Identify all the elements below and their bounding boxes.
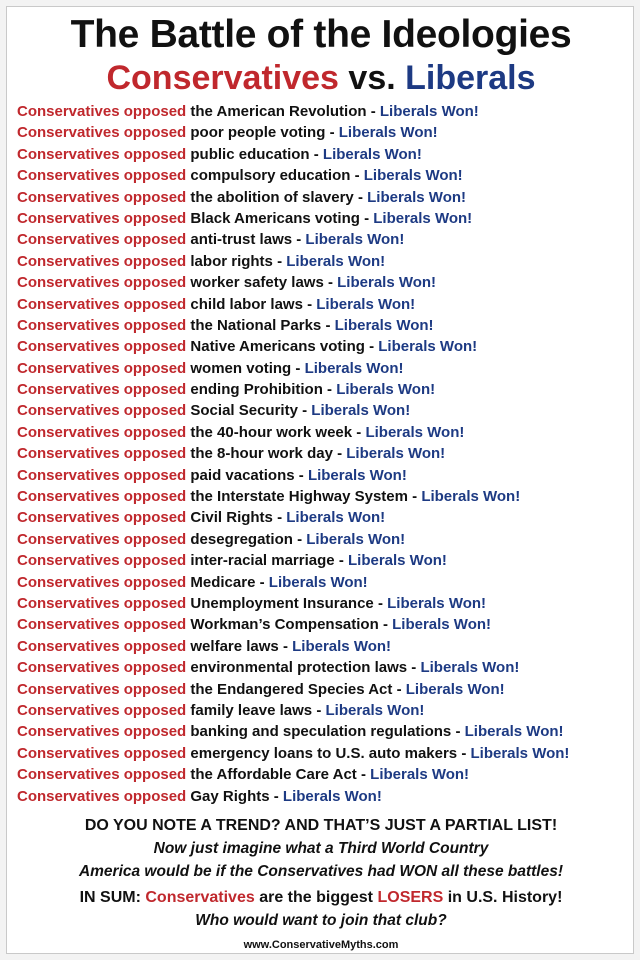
list-item (17, 400, 629, 421)
list-item-suffix: Liberals Won! (286, 252, 386, 270)
list-item-suffix: Liberals Won! (316, 295, 416, 313)
list-item-prefix: Conservatives opposed (17, 445, 187, 463)
list-item-suffix: Liberals Won! (268, 573, 368, 591)
trend-line: DO YOU NOTE A TREND? AND THAT’S JUST A PARTIAL LIST! (84, 817, 558, 834)
list-item (17, 144, 629, 165)
list-item-dash: - (302, 402, 308, 420)
summary-losers: LOSERS (377, 889, 444, 906)
list-item (17, 679, 629, 700)
imagine-line-2: America would be if the Conservatives had WON all these battles! (78, 863, 564, 880)
list-item-dash: - (455, 723, 461, 741)
list-item (17, 636, 629, 657)
list-item-suffix: Liberals Won! (282, 787, 382, 805)
list-item-subject: environmental protection laws (190, 659, 408, 677)
list-item-subject: Native Americans voting (190, 338, 365, 356)
list-item-prefix: Conservatives opposed (17, 402, 187, 420)
list-item-suffix: Liberals Won! (286, 509, 386, 527)
list-item (17, 572, 629, 593)
list-item (17, 122, 629, 143)
subtitle-conservatives: Conservatives (106, 59, 339, 97)
list-item-dash: - (396, 680, 402, 698)
list-item-suffix: Liberals Won! (370, 766, 470, 784)
list-item-subject: the American Revolution (190, 103, 367, 120)
list-item-subject: Workman’s Compensation (190, 616, 379, 634)
list-item (17, 657, 629, 678)
list-item-subject: labor rights (190, 252, 273, 270)
imagine-line-1: Now just imagine what a Third World Country (153, 840, 489, 857)
list-item-suffix: Liberals Won! (338, 124, 438, 142)
list-item-prefix: Conservatives opposed (17, 787, 187, 805)
list-item-subject: the Affordable Care Act (190, 766, 357, 784)
list-item (17, 101, 629, 122)
list-item (17, 593, 629, 614)
list-item-suffix: Liberals Won! (336, 381, 436, 399)
list-item-dash: - (461, 744, 467, 762)
list-item-suffix: Liberals Won! (363, 167, 463, 185)
list-item-dash: - (411, 659, 417, 677)
club-question: Who would want to join that club? (195, 912, 447, 929)
list-item-subject: child labor laws (190, 295, 303, 313)
list-item (17, 743, 629, 764)
summary-end: in U.S. History! (447, 889, 563, 906)
list-item-dash: - (277, 509, 283, 527)
list-item-prefix: Conservatives opposed (17, 274, 187, 292)
list-item-suffix: Liberals Won! (337, 274, 437, 292)
subtitle-vs: vs. (348, 59, 396, 97)
list-item (17, 272, 629, 293)
list-item-suffix: Liberals Won! (379, 103, 479, 120)
list-item-prefix: Conservatives opposed (17, 231, 187, 249)
list-item-dash: - (327, 381, 333, 399)
list-item-suffix: Liberals Won! (346, 445, 446, 463)
list-item-subject: public education (190, 145, 310, 163)
list-item-dash: - (369, 338, 375, 356)
list-item-subject: the Endangered Species Act (190, 680, 393, 698)
list-item-subject: the National Parks (190, 316, 322, 334)
list-item-prefix: Conservatives opposed (17, 637, 187, 655)
list-item-subject: Black Americans voting (190, 209, 360, 227)
list-item-suffix: Liberals Won! (325, 701, 425, 719)
list-item (17, 786, 629, 807)
list-item-subject: inter-racial marriage (190, 552, 335, 570)
list-item-prefix: Conservatives opposed (17, 701, 187, 719)
list-item-suffix: Liberals Won! (421, 488, 521, 506)
list-item-subject: Gay Rights (190, 787, 270, 805)
list-item-dash: - (364, 209, 370, 227)
list-item-subject: Social Security (190, 402, 298, 420)
list-item-dash: - (313, 145, 319, 163)
list-item-dash: - (360, 766, 366, 784)
list-item-subject: family leave laws (190, 701, 313, 719)
list-item-dash: - (337, 445, 343, 463)
list-item-prefix: Conservatives opposed (17, 103, 187, 120)
list-item-dash: - (377, 594, 383, 612)
list-item-dash: - (370, 103, 376, 120)
summary-lead: IN SUM: (79, 889, 141, 906)
list-item-dash: - (273, 787, 279, 805)
list-item (17, 700, 629, 721)
list-item-subject: worker safety laws (190, 274, 324, 292)
list-item-suffix: Liberals Won! (405, 680, 505, 698)
list-item-prefix: Conservatives opposed (17, 381, 187, 399)
list-item-subject: women voting (190, 359, 292, 377)
list-item-suffix: Liberals Won! (292, 637, 392, 655)
list-item-prefix: Conservatives opposed (17, 359, 187, 377)
list-item (17, 187, 629, 208)
list-item-prefix: Conservatives opposed (17, 488, 187, 506)
list-item-dash: - (277, 252, 283, 270)
list-item-suffix: Liberals Won! (306, 530, 406, 548)
list-item-dash: - (282, 637, 288, 655)
summary-conservatives: Conservatives (145, 889, 255, 906)
list-item (17, 764, 629, 785)
list-item-prefix: Conservatives opposed (17, 723, 187, 741)
list-item-subject: Medicare (190, 573, 256, 591)
website-url: www.ConservativeMyths.com (243, 939, 399, 951)
list-item-suffix: Liberals Won! (387, 594, 487, 612)
list-item (17, 165, 629, 186)
list-item-prefix: Conservatives opposed (17, 124, 187, 142)
list-item-suffix: Liberals Won! (373, 209, 473, 227)
list-item (17, 486, 629, 507)
list-item-dash: - (316, 701, 322, 719)
list-item-suffix: Liberals Won! (304, 359, 404, 377)
list-item-prefix: Conservatives opposed (17, 167, 187, 185)
list-item-subject: poor people voting (190, 124, 326, 142)
list-item (17, 465, 629, 486)
list-item-dash: - (259, 573, 265, 591)
list-item-dash: - (295, 359, 301, 377)
list-item (17, 358, 629, 379)
list-item-suffix: Liberals Won! (334, 316, 434, 334)
list-item-prefix: Conservatives opposed (17, 338, 187, 356)
list-item-prefix: Conservatives opposed (17, 188, 187, 206)
list-item-suffix: Liberals Won! (311, 402, 411, 420)
list-item (17, 229, 629, 250)
list-item-prefix: Conservatives opposed (17, 295, 187, 313)
list-item-prefix: Conservatives opposed (17, 573, 187, 591)
list-item-suffix: Liberals Won! (420, 659, 520, 677)
list-item-suffix: Liberals Won! (305, 231, 405, 249)
list-item-dash: - (357, 188, 363, 206)
list-item-prefix: Conservatives opposed (17, 680, 187, 698)
list-item-subject: desegregation (190, 530, 293, 548)
list-item-subject: welfare laws (190, 637, 279, 655)
list-item-subject: the 8-hour work day (190, 445, 333, 463)
list-item (17, 336, 629, 357)
list-item (17, 315, 629, 336)
list-item-suffix: Liberals Won! (347, 552, 447, 570)
list-item-prefix: Conservatives opposed (17, 423, 187, 441)
list-item-dash: - (327, 274, 333, 292)
list-item-prefix: Conservatives opposed (17, 466, 187, 484)
list-item-prefix: Conservatives opposed (17, 659, 187, 677)
list-item-dash: - (412, 488, 418, 506)
opposed-list (17, 101, 629, 807)
list-item-subject: the Interstate Highway System (190, 488, 408, 506)
list-item-suffix: Liberals Won! (378, 338, 478, 356)
list-item-suffix: Liberals Won! (322, 145, 422, 163)
list-item (17, 294, 629, 315)
list-item-prefix: Conservatives opposed (17, 316, 187, 334)
list-item-prefix: Conservatives opposed (17, 509, 187, 527)
list-item-subject: emergency loans to U.S. auto makers (190, 744, 458, 762)
list-item (17, 550, 629, 571)
list-item (17, 379, 629, 400)
list-item-subject: the 40-hour work week (190, 423, 353, 441)
list-item-dash: - (298, 466, 304, 484)
list-item-subject: compulsory education (190, 167, 351, 185)
list-item-subject: anti-trust laws (190, 231, 293, 249)
list-item-prefix: Conservatives opposed (17, 766, 187, 784)
summary-mid: are the biggest (259, 889, 374, 906)
list-item-suffix: Liberals Won! (470, 744, 570, 762)
list-item (17, 529, 629, 550)
list-item-subject: Unemployment Insurance (190, 594, 374, 612)
list-item-dash: - (296, 231, 302, 249)
list-item-suffix: Liberals Won! (367, 188, 467, 206)
list-item-dash: - (307, 295, 313, 313)
list-item (17, 422, 629, 443)
subtitle-liberals: Liberals (405, 59, 536, 97)
poster (6, 6, 634, 954)
list-item-suffix: Liberals Won! (464, 723, 564, 741)
list-item-prefix: Conservatives opposed (17, 530, 187, 548)
list-item-suffix: Liberals Won! (307, 466, 407, 484)
list-item (17, 614, 629, 635)
list-item-dash: - (356, 423, 362, 441)
poster-subtitle (7, 59, 635, 98)
list-item-dash: - (329, 124, 335, 142)
list-item (17, 507, 629, 528)
list-item-dash: - (354, 167, 360, 185)
list-item-prefix: Conservatives opposed (17, 594, 187, 612)
list-item-subject: the abolition of slavery (190, 188, 354, 206)
list-item-prefix: Conservatives opposed (17, 744, 187, 762)
list-item-dash: - (382, 616, 388, 634)
list-item (17, 251, 629, 272)
list-item-suffix: Liberals Won! (392, 616, 492, 634)
list-item-dash: - (297, 530, 303, 548)
list-item (17, 208, 629, 229)
summary-line (7, 889, 635, 907)
list-item-prefix: Conservatives opposed (17, 145, 187, 163)
list-item-prefix: Conservatives opposed (17, 209, 187, 227)
list-item-subject: paid vacations (190, 466, 295, 484)
list-item-dash: - (338, 552, 344, 570)
list-item-prefix: Conservatives opposed (17, 252, 187, 270)
list-item-prefix: Conservatives opposed (17, 616, 187, 634)
list-item-subject: banking and speculation regulations (190, 723, 452, 741)
poster-title: The Battle of the Ideologies (70, 13, 572, 56)
list-item (17, 443, 629, 464)
list-item-dash: - (325, 316, 331, 334)
list-item-subject: Civil Rights (190, 509, 273, 527)
list-item (17, 721, 629, 742)
list-item-suffix: Liberals Won! (365, 423, 465, 441)
list-item-subject: ending Prohibition (190, 381, 323, 399)
list-item-prefix: Conservatives opposed (17, 552, 187, 570)
